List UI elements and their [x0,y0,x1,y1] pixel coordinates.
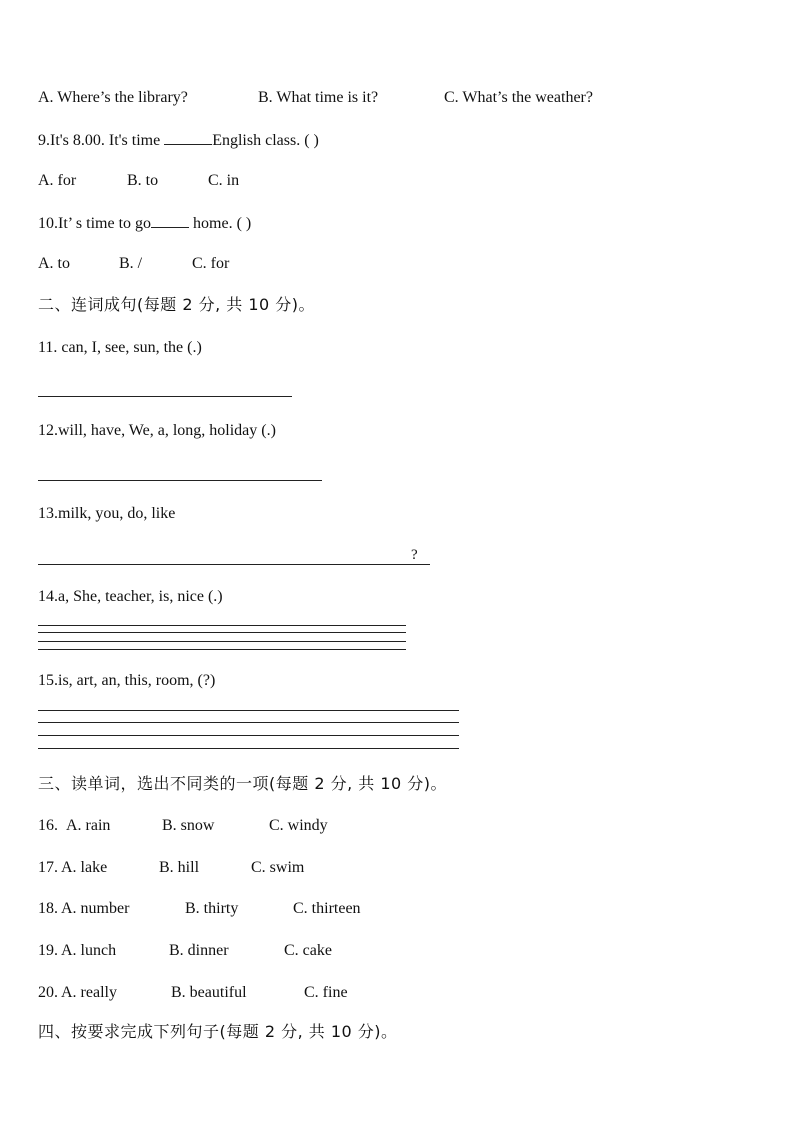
q15-writing-line-1[interactable] [38,710,459,711]
q8-option-c: C. What’s the weather? [444,89,593,106]
q20-option-b: B. beautiful [171,984,247,1001]
q19-option-b: B. dinner [169,942,229,959]
q17-option-a: A. lake [61,859,108,876]
q16-number: 16. [38,817,58,834]
q17-number: 17. [38,859,58,876]
section4-title: 四、按要求完成下列句子(每题 2 分, 共 10 分)。 [38,1022,398,1041]
q18-number: 18. [38,900,58,917]
q18-option-b: B. thirty [185,900,239,917]
q10-option-c: C. for [192,255,230,272]
q20-option-a: A. really [61,984,117,1001]
q10-text-end: home. ( ) [189,215,252,232]
section3-title: 三、读单词，选出不同类的一项(每题 2 分, 共 10 分)。 [38,774,448,793]
q9-option-b: B. to [127,172,159,189]
q13-question-mark: ? [411,547,418,563]
q17-option-b: B. hill [159,859,200,876]
q10-answer-blank[interactable] [151,213,189,228]
q8-option-a: A. Where’s the library? [38,89,188,106]
q10-text-start: 10.It’ s time to go [38,215,152,232]
q17-option-c: C. swim [251,859,305,876]
q8-option-b: B. What time is it? [258,89,379,106]
q14-prompt: 14.a, She, teacher, is, nice (.) [38,588,223,605]
q10-option-b: B. / [119,255,143,272]
q18-option-a: A. number [61,900,130,917]
q19-option-a: A. lunch [61,942,117,959]
q11-answer-line[interactable] [38,396,292,397]
q10-option-a: A. to [38,255,70,272]
q9-question [38,130,319,151]
q16-option-a: A. rain [66,817,111,834]
q9-text-end: English class. ( ) [212,132,319,149]
q18-option-c: C. thirteen [293,900,361,917]
q9-answer-blank[interactable] [164,130,212,145]
q14-writing-line-1[interactable] [38,625,406,626]
q14-writing-line-4[interactable] [38,649,406,650]
q10-question [38,213,251,234]
q9-option-c: C. in [208,172,240,189]
q14-writing-line-3[interactable] [38,641,406,642]
q15-writing-line-3[interactable] [38,735,459,736]
q19-option-c: C. cake [284,942,332,959]
q20-option-c: C. fine [304,984,348,1001]
q12-answer-line[interactable] [38,480,322,481]
q15-writing-line-2[interactable] [38,722,459,723]
q15-prompt: 15.is, art, an, this, room, (?) [38,672,216,689]
q20-number: 20. [38,984,58,1001]
q13-answer-line[interactable] [38,564,430,565]
q16-option-c: C. windy [269,817,328,834]
q15-writing-line-4[interactable] [38,748,459,749]
q11-prompt: 11. can, I, see, sun, the (.) [38,339,202,356]
q14-writing-line-2[interactable] [38,632,406,633]
q12-prompt: 12.will, have, We, a, long, holiday (.) [38,422,276,439]
q13-prompt: 13.milk, you, do, like [38,505,176,522]
q19-number: 19. [38,942,58,959]
section2-title: 二、连词成句(每题 2 分, 共 10 分)。 [38,295,316,314]
q9-text-start: 9.It's 8.00. It's time [38,132,165,149]
q9-option-a: A. for [38,172,77,189]
q16-option-b: B. snow [162,817,215,834]
